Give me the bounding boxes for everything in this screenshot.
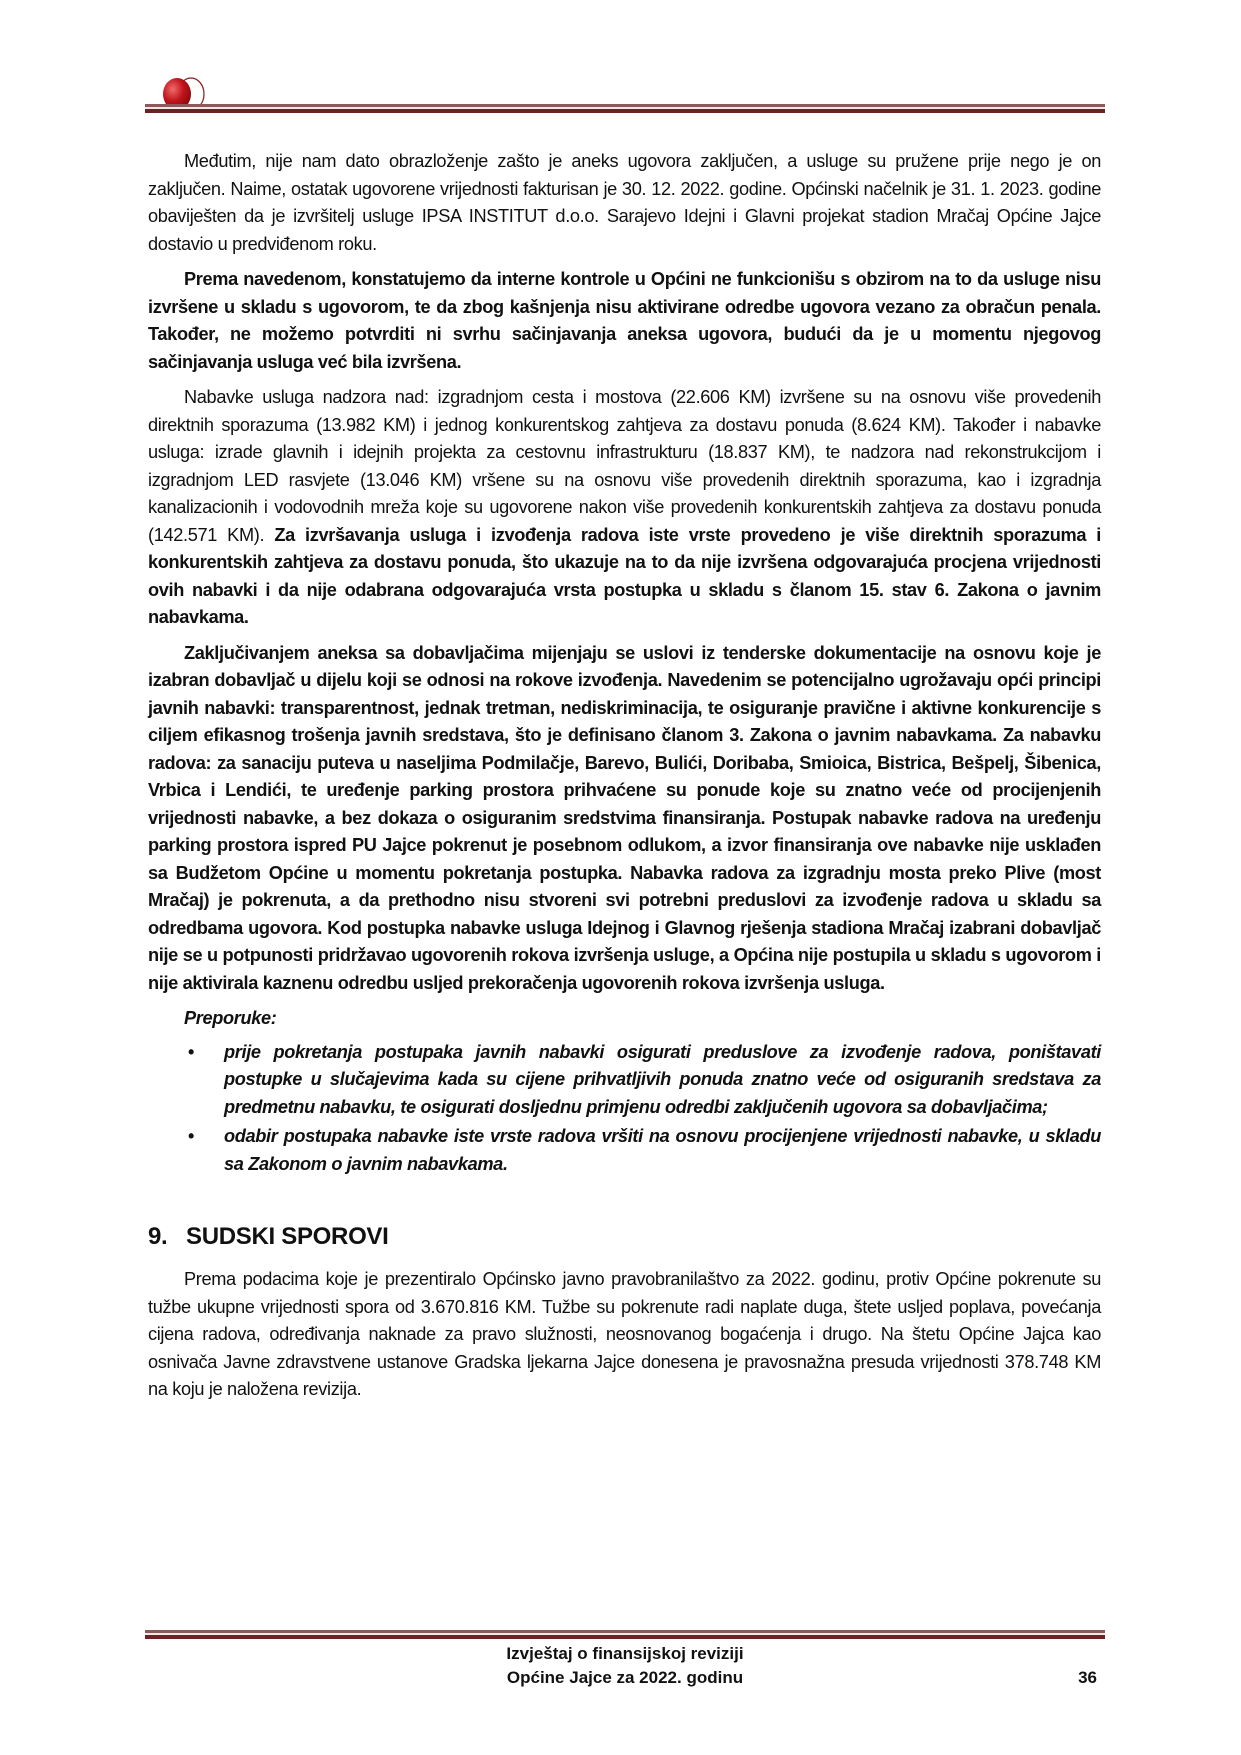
footer-title-line1: Izvještaj o finansijskoj reviziji [506, 1644, 744, 1663]
header-divider [145, 104, 1105, 113]
paragraph-procurement-supervision-finding: Za izvršavanja usluga i izvođenja radova iste vrste provedeno je više direktnih sporazuma i konkurentskih zahtjeva za dostavu ponuda, što ukazuje na to da nije izvršena odgovarajuća procjena vrijednosti ovih nabavki i da nije odabrana odgovarajuća vrsta postupka u skladu s članom 15. stav 6. Zakona o javnim nabavkama. [148, 524, 1101, 627]
footer-title-line2: Općine Jajce za 2022. godinu [506, 1668, 744, 1687]
page-footer [145, 1642, 1105, 1690]
recommendations-label: Preporuke: [184, 1008, 277, 1028]
recommendation-item [148, 1039, 1101, 1122]
paragraph-procurement-supervision-text: Nabavke usluga nadzora nad: izgradnjom cesta i mostova (22.606 KM) izvršene su na osnovu više provedenih direktnih sporazuma (13.982 KM) i jednog konkurentskog zahtjeva za dostavu ponuda (8.624 KM). Također i nabavke usluga: izrade glavnih i idejnih projekta za cestovnu infrastrukturu (18.837 KM), te nadzora nad rekonstrukcijom i izgradnjom LED rasvjete (13.046 KM) vršene su na osnovu više provedenih direktnih sporazuma, kao i izgradnja kanalizacionih i vodovodnih mreža koje su ugovorene nakon više provedenih konkurentskih zahtjeva za dostavu ponuda (142.571 KM). [148, 387, 1101, 545]
bullet-icon: • [188, 1126, 194, 1146]
recommendation-text: prije pokretanja postupaka javnih nabavki osigurati preduslove za izvođenje radova, poništavati postupke u slučajevima kada su cijene prihvatljivih ponuda znatno veće od osiguranih sredstava za predmetnu nabavku, te osigurati dosljednu primjenu odredbi zaključenih ugovora sa dobavljačima; [224, 1041, 1101, 1117]
bullet-icon: • [188, 1041, 194, 1062]
recommendations-list [148, 1039, 1101, 1179]
paragraph-procurement-supervision [148, 384, 1101, 632]
paragraph-lawsuits: Prema podacima koje je prezentiralo Općinsko javno pravobranilaštvo za 2022. godinu, protiv Općine pokrenute su tužbe ukupne vrijednosti spora od 3.670.816 KM. Tužbe su pokrenute radi naplate duga, štete usljed poplava, povećanja cijena radova, određivanja naknade za pravo služnosti, neosnovanog bogaćenja i drugo. Na štetu Općine Jajca kao osnivača Javne zdravstvene ustanove Gradska ljekarna Jajce donesena je pravosnažna presuda vrijednosti 378.748 KM na koju je naložena revizija. [148, 1269, 1101, 1399]
paragraph-internal-controls-finding: Prema navedenom, konstatujemo da interne kontrole u Općini ne funkcionišu s obzirom na to da usluge nisu izvršene u skladu s ugovorom, te da zbog kašnjenja nisu aktivirane odredbe ugovora vezano za obračun penala. Također, ne možemo potvrditi ni svrhu sačinjavanja aneksa ugovora, budući da je u momentu njegovog sačinjavanja usluga već bila izvršena. [148, 269, 1101, 372]
paragraph-annex-conditions-finding: Zaključivanjem aneksa sa dobavljačima mijenjaju se uslovi iz tenderske dokumentacije na osnovu koje je izabran dobavljač u dijelu koji se odnosi na rokove izvođenja. Navedenim se potencijalno ugrožavaju opći principi javnih nabavki: transparentnost, jednak tretman, nediskriminacija, te osiguranje pravične i aktivne konkurencije s ciljem efikasnog trošenja javnih sredstava, što je definisano članom 3. Zakona o javnim nabavkama. Za nabavku radova: za sanaciju puteva u naseljima Podmilačje, Barevo, Bulići, Doribaba, Smioica, Bistrica, Bešpelj, Šibenica, Vrbica i Lendići, te uređenje parking prostora prihvaćene su ponude koje su znatno veće od procijenjenih vrijednosti nabavke, a bez dokaza o osiguranim sredstvima finansiranja. Postupak nabavke radova na uređenju parking prostora ispred PU Jajce pokrenut je posebnom odlukom, a izvor finansiranja ove nabavke nije usklađen sa Budžetom Općine u momentu pokretanja postupka. Nabavka radova za izgradnju mosta preko Plive (most Mračaj) je pokrenuta, a da prethodno nisu stvoreni svi potrebni preduslovi za izvođenje radova u skladu sa odredbama ugovora. Kod postupka nabavke usluga Idejnog i Glavnog rješenja stadiona Mračaj izabrani dobavljač nije se u potpunosti pridržavao ugovorenih rokova izvršenja usluge, a Općina nije postupila u skladu s ugovorom i nije aktivirala kaznenu odredbu usljed prekoračenja ugovorenih rokova izvršenja usluga. [148, 642, 1101, 993]
section-heading [148, 1222, 1101, 1252]
section-number: 9. [148, 1223, 168, 1250]
footer-divider [145, 1630, 1105, 1639]
document-body [148, 148, 1101, 1412]
section-title: SUDSKI SPOROVI [186, 1223, 389, 1250]
recommendation-item [148, 1123, 1101, 1178]
page-number: 36 [1078, 1668, 1097, 1687]
paragraph-annex-explanation: Međutim, nije nam dato obrazloženje zašto je aneks ugovora zaključen, a usluge su pružene prije nego je on zaključen. Naime, ostatak ugovorene vrijednosti fakturisan je 30. 12. 2022. godine. Općinski načelnik je 31. 1. 2023. godine obaviješten da je izvršitelj usluge IPSA INSTITUT d.o.o. Sarajevo Idejni i Glavni projekat stadion Mračaj Općine Jajce dostavio u predviđenom roku. [148, 151, 1101, 254]
recommendation-text: odabir postupaka nabavke iste vrste radova vršiti na osnovu procijenjene vrijednosti nabavke, u skladu sa Zakonom o javnim nabavkama. [224, 1126, 1101, 1174]
